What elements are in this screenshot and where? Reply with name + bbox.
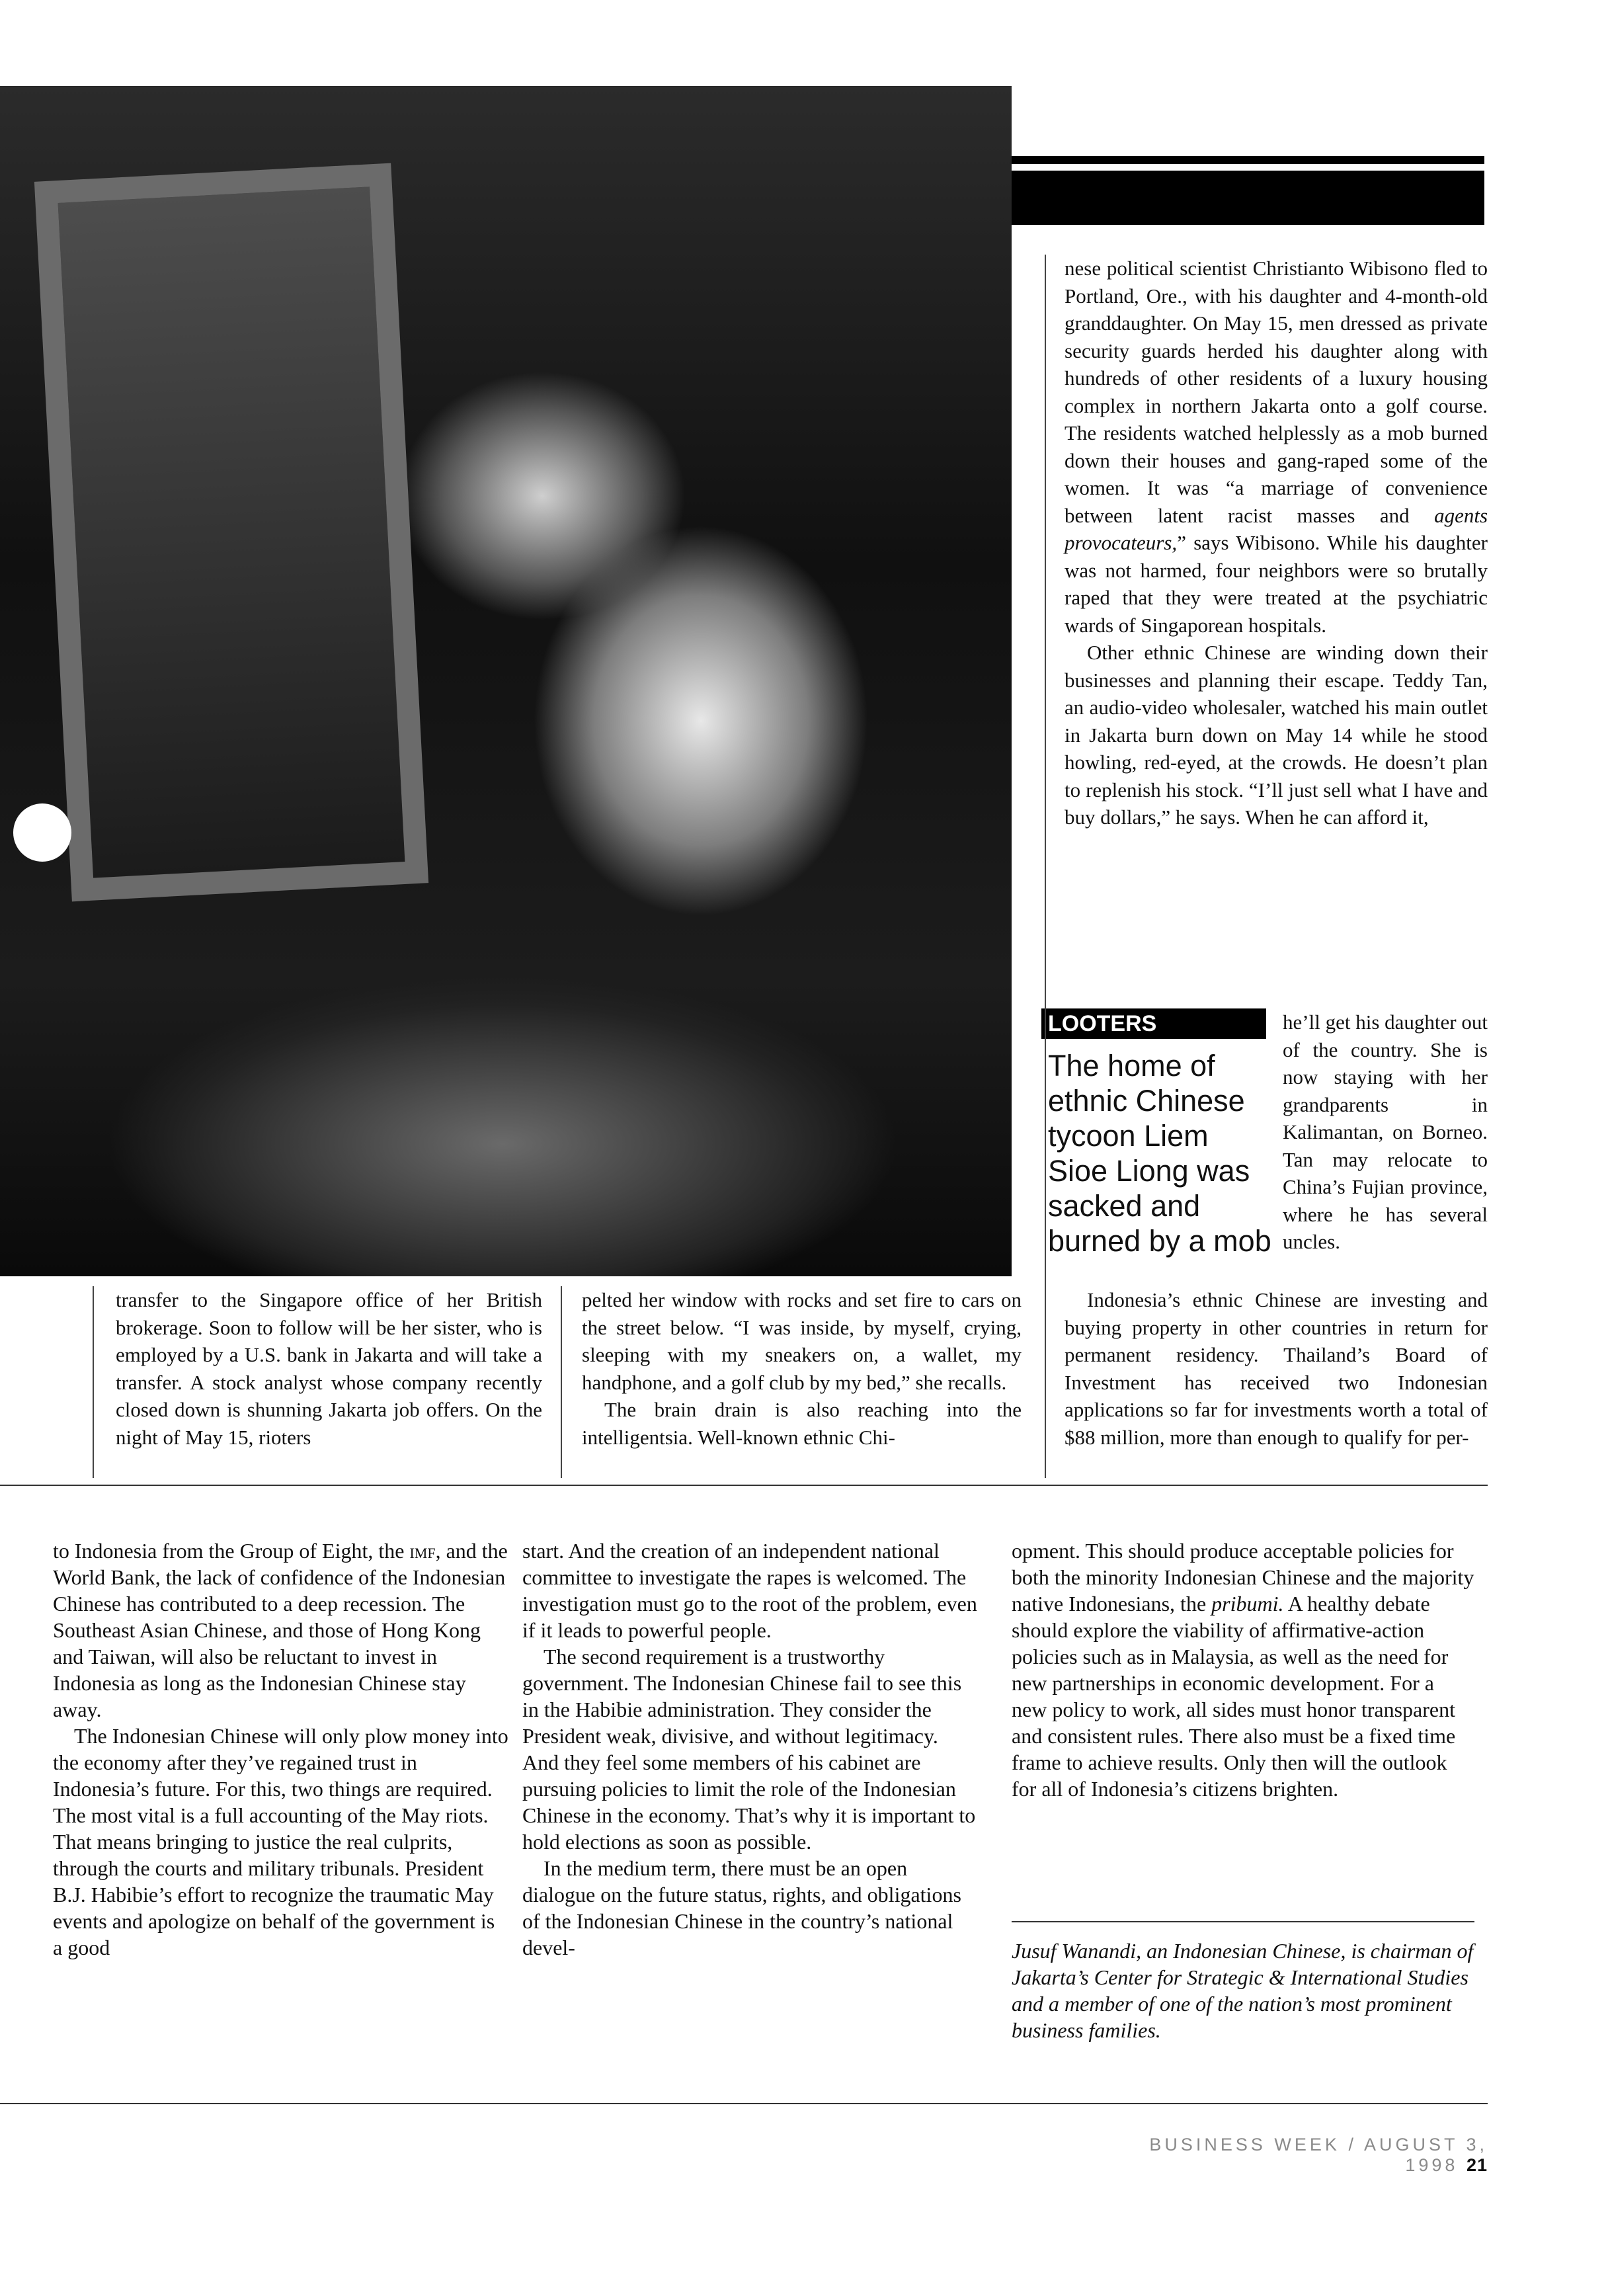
column-rule	[1045, 255, 1046, 1478]
column-rule	[561, 1286, 562, 1478]
paragraph: Indonesia’s ethnic Chinese are investing and buying property in other countries in return for permanent residency. Thailand’s Board of Investment has received two Indonesian applications so far for investments worth a total of $88 million, more than enough to qualify for per-	[1065, 1288, 1488, 1449]
publication-name: BUSINESS WEEK / AUGUST 3, 1998	[1149, 2135, 1488, 2175]
author-bio: Jusuf Wanandi, an Indonesian Chinese, is chairman of Jakarta’s Center for Strategic & International Studies and a member of one of the nation’s most prominent business families.	[1012, 1939, 1474, 2042]
article-column-3	[1065, 255, 1488, 831]
paragraph: transfer to the Singapore office of her British brokerage. Soon to follow will be her sister, who is employed by a U.S. bank in Jakarta and will take a transfer. A stock analyst whose company recently closed down is shunning Jakarta job offers. On the night of May 15, rioters	[116, 1288, 542, 1449]
paragraph: In the medium term, there must be an open dialogue on the future status, rights, and obligations of the Indonesian Chinese in the country’s national devel-	[522, 1856, 961, 1959]
essay-column-3	[1012, 1538, 1474, 1802]
paragraph: to Indonesia from the Group of Eight, the imf, and the World Bank, the lack of confidence of the Indonesian Chinese has contributed to a deep recession. The Southeast Asian Chinese, and those of Hong Kong and Taiwan, will also be reluctant to invest in Indonesia as long as the Indonesian Chinese stay away.	[53, 1539, 508, 1721]
portrait-frame	[34, 163, 428, 902]
paragraph: opment. This should produce acceptable policies for both the minority Indonesian Chinese and the majority native Indonesians, the pribumi. A healthy debate should explore the viability of affirmative-action policies such as in Malaysia, as well as the need for new partnerships in economic development. For a new policy to work, all sides must honor transparent and consistent rules. There also must be a fixed time frame to achieve results. Only then will the outlook for all of Indonesia’s citizens brighten.	[1012, 1539, 1474, 1801]
paragraph: The brain drain is also reaching into the intelligentsia. Well-known ethnic Chi-	[582, 1398, 1022, 1449]
paragraph: The Indonesian Chinese will only plow money into the economy after they’ve regained trust in Indonesia’s future. For this, two things are required. The most vital is a full accounting of the May riots. That means bringing to justice the real culprits, through the courts and military tribunals. President B.J. Habibie’s effort to recognize the traumatic May events and apologize on behalf of the government is a good	[53, 1724, 508, 1959]
paragraph: The second requirement is a trustworthy government. The Indonesian Chinese fail to see this in the Habibie administration. They consider the President weak, divisive, and without legitimacy. And they feel some members of his cabinet are pursuing policies to limit the role of the Indonesian Chinese in the economy. That’s why it is important to hold elections as soon as possible.	[522, 1645, 976, 1854]
white-dot	[13, 803, 71, 862]
paragraph: nese political scientist Christianto Wibisono fled to Portland, Ore., with his daughter and 4-month-old granddaughter. On May 15, men dressed as private security guards herded his daughter along with hundreds of other residents of a luxury housing complex in northern Jakarta onto a golf course. The residents watched helplessly as a mob burned down their houses and gang-raped some of the women. It was “a marriage of convenience between latent racist masses and agents provocateurs,” says Wibisono. While his daughter was not harmed, four neighbors were so brutally raped that they were treated at the psychiatric wards of Singaporean hospitals.	[1065, 257, 1488, 637]
footer-rule	[0, 2103, 1488, 2104]
page-number: 21	[1466, 2155, 1488, 2175]
section-divider	[0, 1485, 1488, 1486]
essay-column-1	[53, 1538, 509, 1961]
caption-text: The home of ethnic Chinese tycoon Liem Sioe Liong was sacked and burned by a mob	[1048, 1049, 1271, 1258]
header-rule	[1012, 156, 1484, 164]
riot-photo	[0, 86, 1012, 1276]
article-column-1	[116, 1286, 542, 1451]
article-column-3-wrap: he’ll get his daughter out of the country. She is now staying with her grandparents in Kalimantan, on Borneo. Tan may relocate to China’s Fujian province, where he has several uncles.	[1283, 1010, 1488, 1253]
bio-rule	[1012, 1921, 1474, 1922]
essay-column-2	[522, 1538, 979, 1961]
paragraph: start. And the creation of an independent national committee to investigate the rapes is welcomed. The investigation must go to the root of the problem, even if it leads to powerful people.	[522, 1539, 977, 1642]
column-rule	[93, 1286, 94, 1478]
caption-heading: LOOTERS	[1041, 1008, 1266, 1039]
page-footer	[1104, 2135, 1488, 2176]
paragraph: pelted her window with rocks and set fire to cars on the street below. “I was inside, by myself, crying, sleeping with my sneakers on, a wallet, my handphone, and a golf club by my bed,” she recalls.	[582, 1288, 1022, 1394]
article-column-3-bottom	[1065, 1286, 1488, 1451]
header-black-bar	[1012, 171, 1484, 225]
paragraph: Other ethnic Chinese are winding down their businesses and planning their escape. Teddy Tan, an audio-video wholesaler, watched his main outlet in Jakarta burn down on May 14 while he stood howling, red-eyed, at the crowds. He doesn’t plan to replenish his stock. “I’ll just sell what I have and buy dollars,” he says. When he can afford it,	[1065, 641, 1488, 829]
article-column-2	[582, 1286, 1022, 1451]
